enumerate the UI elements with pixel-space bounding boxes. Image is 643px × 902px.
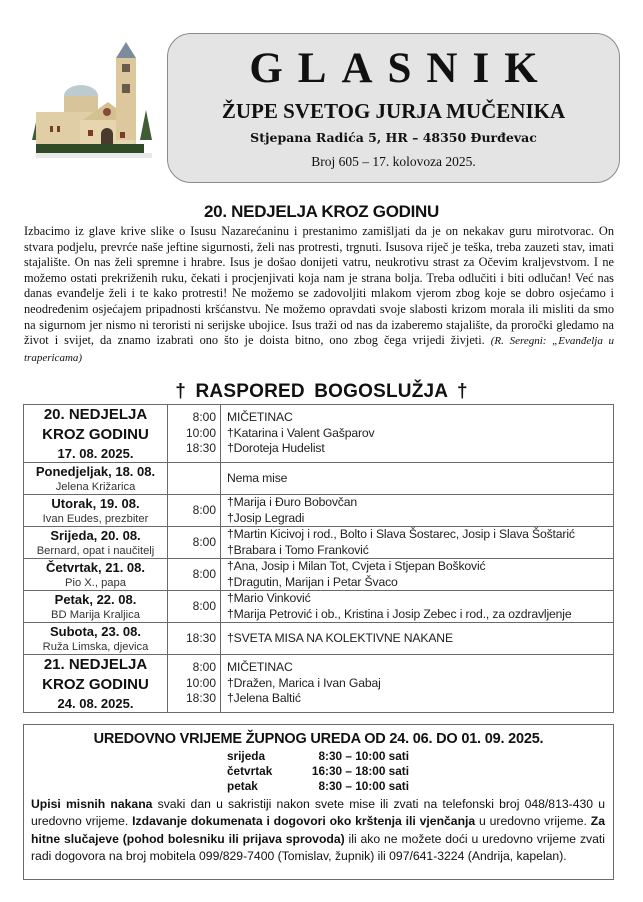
office-time: 8:30 – 10:00 sati — [318, 749, 409, 763]
mass-intention: †SVETA MISA NA KOLEKTIVNE NAKANE — [227, 630, 453, 645]
emergency-text: ili ako ne možete doći u uredovno vrijeme zvati radi dogovora na broj mobitela 099/829-7400 (Tomislav, župnik) ili 097/641-3224 (Andrija, kapelan). — [31, 831, 605, 863]
office-day: srijeda — [227, 749, 266, 763]
header-box — [167, 33, 620, 183]
mass-intentions-cell — [221, 559, 614, 591]
saint-of-day: Bernard, opat i naučitelj — [36, 544, 155, 557]
schedule-row-weekday — [24, 495, 614, 527]
office-hours-row — [24, 749, 613, 764]
saint-of-day: Pio X., papa — [65, 576, 126, 589]
mass-time: 18:30 — [185, 691, 216, 706]
article-source: (R. Seregni: „Evanđelja u trapericama) — [24, 335, 614, 364]
weekday-name: Srijeda, 20. 08. — [50, 527, 141, 543]
sunday-date: 24. 08. 2025. — [57, 696, 134, 711]
schedule-row-weekday — [24, 559, 614, 591]
schedule-day-cell — [24, 405, 168, 463]
office-day: petak — [227, 779, 258, 793]
mass-intentions-cell — [221, 495, 614, 527]
office-hours-list — [24, 749, 613, 794]
mass-times-cell — [168, 655, 221, 713]
mass-intention: †Katarina i Valent Gašparov — [227, 425, 375, 440]
mass-time: 18:30 — [185, 441, 216, 456]
mass-intention: †Doroteja Hudelist — [227, 441, 325, 456]
schedule-title: † RASPORED BOGOSLUŽJA † — [175, 381, 468, 402]
mass-intentions-cell — [221, 527, 614, 559]
mass-times-cell — [168, 591, 221, 623]
saint-of-day: Ruža Limska, djevica — [42, 640, 149, 653]
mass-intention: †Brabara i Tomo Franković — [227, 542, 369, 557]
emergency-label: Za hitne slučajeve (pohod bolesniku ili prijava sprovoda) — [31, 814, 605, 846]
mass-time: 8:00 — [192, 566, 216, 581]
schedule-row-weekday — [24, 463, 614, 495]
office-time: 16:30 – 18:00 sati — [311, 764, 409, 778]
schedule-day-cell — [24, 559, 168, 591]
mass-intention: †Dragutin, Marijan i Petar Švaco — [227, 574, 398, 589]
mass-times-cell — [168, 559, 221, 591]
mass-time: 10:00 — [185, 425, 216, 440]
mass-intention: MIČETINAC — [227, 660, 293, 675]
mass-schedule-table — [23, 404, 614, 713]
mass-intentions-cell — [221, 623, 614, 655]
church-photo — [28, 40, 152, 158]
office-hours-title: UREDOVNO VRIJEME ŽUPNOG UREDA OD 24. 06. DO 01. 09. 2025. — [93, 731, 544, 747]
mass-time: 8:00 — [192, 534, 216, 549]
mass-intentions-text: svaki dan u sakristiji nakon svete mise ili zvati na telefonski broj 048/813-430 u uredovno vrijeme. — [31, 797, 605, 829]
mass-time: 18:30 — [185, 630, 216, 645]
mass-intentions-cell — [221, 405, 614, 463]
parish-name: ŽUPE SVETOG JURJA MUČENIKA — [221, 99, 566, 123]
schedule-day-cell — [24, 527, 168, 559]
schedule-row-weekday — [24, 623, 614, 655]
mass-intention: †Marija Petrović i ob., Kristina i Josip Zebec i rod., za ozdravljenje — [227, 606, 572, 621]
office-info-text — [31, 796, 605, 865]
schedule-row-sunday — [24, 405, 614, 463]
weekday-name: Subota, 23. 08. — [49, 623, 142, 639]
article-title: 20. NEDJELJA KROZ GODINU — [204, 202, 439, 221]
mass-intention: †Mario Vinković — [227, 591, 311, 605]
mass-intention: Nema mise — [227, 470, 288, 485]
weekday-name: Četvrtak, 21. 08. — [45, 559, 145, 575]
mass-time: 8:00 — [192, 502, 216, 517]
sunday-name-line2: KROZ GODINU — [42, 426, 149, 443]
article-text: Izbacimo iz glave krive slike o Isusu Nazarećaninu i prestanimo zamišljati da je on nekakav guru mirotvorac. On stvara podjelu, prevrće naše jeftine sigurnosti, želi nas protresti, trgnuti. Isusova riječ je teška, treba zauzeti stav, imati stajalište. On nas želi spremne i hrabre. Isus je došao donijeti vatru, neukrotivu strast za Očevim kraljevstvom. I ne možemo ostati prekriženih ruku, čekati i procjenjivati koja nam je strana bolja. Treba odlučiti i biti odlučan! Već nas danas evanđelje želi i te kako protresti! Ne možemo se zadovoljiti mlakom vjerom zbog koje se dobro osjećamo i neodređenim osjećajem pripadnosti kršćanstvu. Ne možemo opravdati svoje slabosti krizom morala ili misliti da smo na sigurnom jer nismo ni teroristi ni serijske ubojice. Isus traži od nas da izaberemo stajalište, da proročki gledamo na život i svijet, da znamo izabrati ono što je doista bitno, ono zbog čega vrijedi živjeti. — [24, 224, 614, 348]
mass-time: 8:00 — [192, 598, 216, 613]
documents-text: u uredovno vrijeme. — [475, 814, 591, 829]
mass-intention: †Martin Kicivoj i rod., Bolto i Slava Šostarec, Josip i Slava Šoštarić — [227, 527, 575, 541]
parish-address: Stjepana Radića 5, HR – 48350 Đurđevac — [250, 130, 537, 145]
sunday-name-line1: 21. NEDJELJA — [43, 656, 148, 673]
mass-intentions-cell — [221, 463, 614, 495]
weekday-name: Utorak, 19. 08. — [51, 495, 140, 511]
schedule-day-cell — [24, 463, 168, 495]
mass-intention: MIČETINAC — [227, 410, 293, 425]
mass-intention: †Marija i Đuro Bobovčan — [227, 495, 357, 509]
mass-time: 10:00 — [185, 675, 216, 690]
mass-times-cell — [168, 527, 221, 559]
article-body — [24, 224, 614, 366]
mass-intentions-label: Upisi misnih nakana — [31, 797, 153, 811]
mass-time: 8:00 — [192, 660, 216, 675]
documents-label: Izdavanje dokumenata i dogovori oko krštenja ili vjenčanja — [132, 814, 476, 829]
office-hours-row — [24, 779, 613, 794]
sunday-name-line1: 20. NEDJELJA — [43, 406, 148, 423]
office-day: četvrtak — [227, 764, 273, 778]
mass-time: 8:00 — [192, 410, 216, 425]
mass-intentions-cell — [221, 591, 614, 623]
schedule-row-weekday — [24, 591, 614, 623]
schedule-day-cell — [24, 623, 168, 655]
saint-of-day: BD Marija Kraljica — [51, 608, 140, 621]
saint-of-day: Jelena Križarica — [55, 480, 136, 493]
office-time: 8:30 – 10:00 sati — [318, 779, 409, 793]
sunday-date: 17. 08. 2025. — [57, 446, 134, 461]
saint-of-day: Ivan Eudes, prezbiter — [42, 512, 149, 525]
weekday-name: Ponedjeljak, 18. 08. — [35, 463, 156, 479]
weekday-name: Petak, 22. 08. — [54, 591, 137, 607]
office-hours-row — [24, 764, 613, 779]
mass-times-cell — [168, 495, 221, 527]
mass-intention: †Dražen, Marica i Ivan Gabaj — [227, 675, 381, 690]
sunday-name-line2: KROZ GODINU — [42, 676, 149, 693]
schedule-day-cell — [24, 655, 168, 713]
mass-intention: †Jelena Baltić — [227, 691, 301, 706]
schedule-row-sunday — [24, 655, 614, 713]
mass-times-cell — [168, 463, 221, 495]
schedule-row-weekday — [24, 527, 614, 559]
issue-number-date: Broj 605 – 17. kolovoza 2025. — [311, 154, 476, 169]
mass-intentions-cell — [221, 655, 614, 713]
masthead-title: GLASNIK — [249, 45, 553, 92]
mass-intention: †Josip Legradi — [227, 510, 305, 525]
mass-intention: †Ana, Josip i Milan Tot, Cvjeta i Stjepan Bošković — [227, 559, 486, 573]
schedule-day-cell — [24, 591, 168, 623]
mass-times-cell — [168, 405, 221, 463]
office-hours-box — [23, 724, 614, 880]
mass-times-cell — [168, 623, 221, 655]
schedule-day-cell — [24, 495, 168, 527]
